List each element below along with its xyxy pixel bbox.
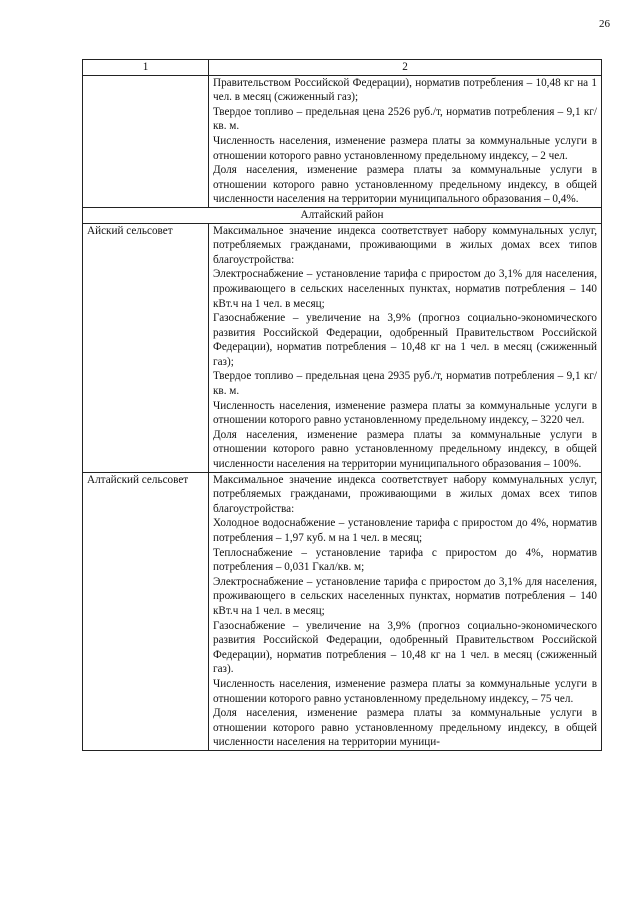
table-row (83, 223, 602, 472)
paragraph: Твердое топливо – предельная цена 2526 руб./т, норматив потребления – 9,1 кг/кв. м. (213, 105, 597, 133)
paragraph: Теплоснабжение – установление тарифа с приростом до 4%, норматив потребления – 0,031 Гкал/кв. м; (213, 546, 597, 574)
paragraph: Правительством Российской Федерации), норматив потребления – 10,48 кг на 1 чел. в месяц (сжиженный газ); (213, 76, 597, 104)
paragraph: Доля населения, изменение размера платы за коммунальные услуги в отношении которого равно установленному предельному индексу, в общей численности населения на территории муниципального образования – 0,4%. (213, 164, 597, 206)
paragraph: Численность населения, изменение размера платы за коммунальные услуги в отношении которого равно установленному предельному индексу, – 2 чел. (213, 134, 597, 162)
paragraph: Доля населения, изменение размера платы за коммунальные услуги в отношении которого равно установленному предельному индексу, в общей численности населения на территории муници- (213, 707, 597, 749)
paragraph: Электроснабжение – установление тарифа с приростом до 3,1% для населения, проживающего в сельских населенных пунктах, норматив потребления – 140 кВт.ч на 1 чел. в месяц; (213, 575, 597, 617)
paragraph: Электроснабжение – установление тарифа с приростом до 3,1% для населения, проживающего в сельских населенных пунктах, норматив потребления – 140 кВт.ч на 1 чел. в месяц; (213, 268, 597, 310)
paragraph: Газоснабжение – увеличение на 3,9% (прогноз социально-экономического развития Российской Федерации, одобренный Правительством Российской Федерации), норматив потребления – 10,48 кг на 1 чел. в месяц (сжиженный газ); (213, 312, 597, 368)
municipality-name: Алтайский сельсовет (87, 473, 189, 486)
paragraph: Максимальное значение индекса соответствует набору коммунальных услуг, потребляемых гражданами, проживающими в жилых домах всех типов благоустройства: (213, 473, 597, 515)
municipality-name: Айский сельсовет (87, 224, 173, 237)
document-table (82, 59, 602, 751)
section-title: Алтайский район (83, 207, 602, 223)
municipality-text-cell (209, 472, 602, 750)
page-number: 26 (599, 18, 610, 30)
table-header-row (83, 60, 602, 76)
paragraph: Твердое топливо – предельная цена 2935 руб./т, норматив потребления – 9,1 кг/кв. м. (213, 370, 597, 398)
paragraph: Численность населения, изменение размера платы за коммунальные услуги в отношении которого равно установленному предельному индексу, – 75 чел. (213, 677, 597, 705)
section-row (83, 207, 602, 223)
paragraph: Доля населения, изменение размера платы за коммунальные услуги в отношении которого равно установленному предельному индексу, в общей численности населения на территории муниципального образования – 100%. (213, 428, 597, 471)
table-row (83, 472, 602, 750)
paragraph: Численность населения, изменение размера платы за коммунальные услуги в отношении которого равно установленному предельному индексу, – 3220 чел. (213, 399, 597, 427)
municipality-name-cell (83, 472, 209, 750)
municipality-text-cell (209, 223, 602, 472)
paragraph: Холодное водоснабжение – установление тарифа с приростом до 4%, норматив потребления – 1,97 куб. м на 1 чел. в месяц; (213, 517, 597, 544)
column-header-2: 2 (209, 60, 602, 76)
paragraph: Максимальное значение индекса соответствует набору коммунальных услуг, потребляемых гражданами, проживающими в жилых домах всех типов благоустройства: (213, 224, 597, 266)
continuation-name-cell (83, 75, 209, 207)
municipality-name-cell (83, 223, 209, 472)
continuation-row (83, 75, 602, 207)
continuation-text-cell (209, 75, 602, 207)
paragraph: Газоснабжение – увеличение на 3,9% (прогноз социально-экономического развития Российской Федерации, одобренный Правительством Российской Федерации), норматив потребления – 10,48 кг на 1 чел. в месяц (сжиженный газ). (213, 619, 597, 676)
column-header-1: 1 (83, 60, 209, 76)
